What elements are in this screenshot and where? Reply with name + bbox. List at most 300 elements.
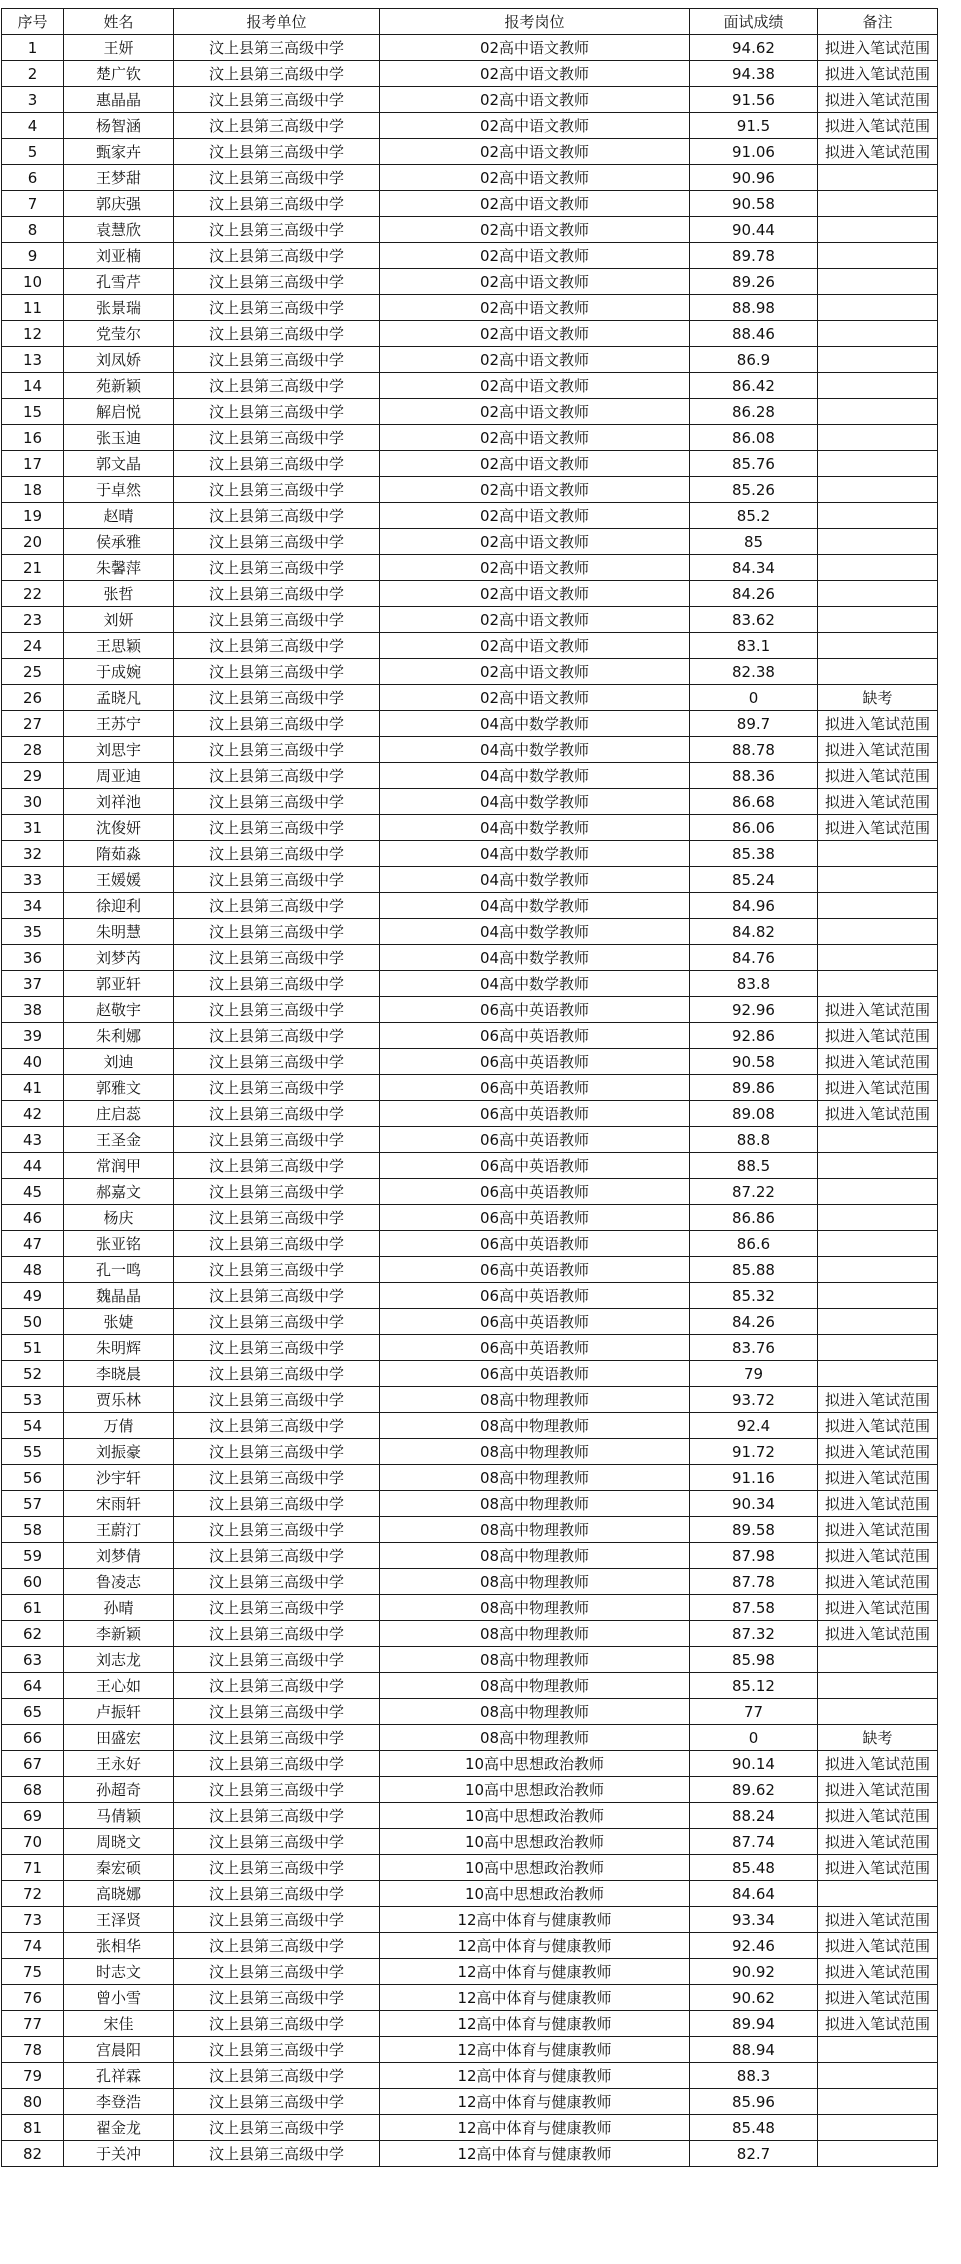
cell-unit: 汶上县第三高级中学 — [174, 1569, 380, 1595]
cell-name: 党莹尔 — [64, 321, 174, 347]
cell-unit: 汶上县第三高级中学 — [174, 321, 380, 347]
cell-index: 50 — [2, 1309, 64, 1335]
cell-unit: 汶上县第三高级中学 — [174, 1647, 380, 1673]
cell-score: 86.6 — [690, 1231, 818, 1257]
cell-remark: 拟进入笔试范围 — [818, 1517, 938, 1543]
cell-score: 91.72 — [690, 1439, 818, 1465]
cell-remark — [818, 503, 938, 529]
cell-position: 04高中数学教师 — [380, 971, 690, 997]
cell-name: 朱馨萍 — [64, 555, 174, 581]
table-row — [2, 2141, 938, 2167]
cell-unit: 汶上县第三高级中学 — [174, 867, 380, 893]
cell-index: 41 — [2, 1075, 64, 1101]
cell-remark: 拟进入笔试范围 — [818, 1049, 938, 1075]
cell-score: 89.7 — [690, 711, 818, 737]
table-row — [2, 217, 938, 243]
cell-index: 10 — [2, 269, 64, 295]
cell-position: 10高中思想政治教师 — [380, 1829, 690, 1855]
cell-unit: 汶上县第三高级中学 — [174, 1465, 380, 1491]
cell-name: 惠晶晶 — [64, 87, 174, 113]
cell-position: 06高中英语教师 — [380, 1335, 690, 1361]
cell-remark: 拟进入笔试范围 — [818, 1595, 938, 1621]
cell-remark — [818, 2141, 938, 2167]
table-row — [2, 1699, 938, 1725]
cell-score: 90.14 — [690, 1751, 818, 1777]
cell-score: 92.86 — [690, 1023, 818, 1049]
cell-score: 88.24 — [690, 1803, 818, 1829]
cell-remark — [818, 2089, 938, 2115]
cell-unit: 汶上县第三高级中学 — [174, 1933, 380, 1959]
table-row — [2, 607, 938, 633]
cell-unit: 汶上县第三高级中学 — [174, 1621, 380, 1647]
cell-position: 12高中体育与健康教师 — [380, 1933, 690, 1959]
table-row — [2, 1621, 938, 1647]
cell-unit: 汶上县第三高级中学 — [174, 451, 380, 477]
cell-remark — [818, 191, 938, 217]
cell-index: 51 — [2, 1335, 64, 1361]
cell-remark — [818, 1127, 938, 1153]
cell-score: 86.28 — [690, 399, 818, 425]
cell-position: 12高中体育与健康教师 — [380, 2089, 690, 2115]
cell-index: 40 — [2, 1049, 64, 1075]
cell-index: 54 — [2, 1413, 64, 1439]
cell-score: 86.68 — [690, 789, 818, 815]
cell-position: 02高中语文教师 — [380, 243, 690, 269]
cell-position: 10高中思想政治教师 — [380, 1803, 690, 1829]
table-row — [2, 737, 938, 763]
cell-name: 万倩 — [64, 1413, 174, 1439]
cell-score: 89.26 — [690, 269, 818, 295]
table-row — [2, 867, 938, 893]
cell-name: 孔雪芹 — [64, 269, 174, 295]
cell-index: 58 — [2, 1517, 64, 1543]
cell-score: 88.94 — [690, 2037, 818, 2063]
cell-position: 06高中英语教师 — [380, 1101, 690, 1127]
cell-index: 16 — [2, 425, 64, 451]
cell-position: 02高中语文教师 — [380, 373, 690, 399]
cell-name: 宋雨轩 — [64, 1491, 174, 1517]
table-row — [2, 1803, 938, 1829]
cell-index: 72 — [2, 1881, 64, 1907]
cell-unit: 汶上县第三高级中学 — [174, 1179, 380, 1205]
table-row — [2, 1933, 938, 1959]
cell-index: 23 — [2, 607, 64, 633]
table-row — [2, 347, 938, 373]
cell-score: 85.76 — [690, 451, 818, 477]
cell-name: 朱明慧 — [64, 919, 174, 945]
cell-remark: 拟进入笔试范围 — [818, 1023, 938, 1049]
cell-unit: 汶上县第三高级中学 — [174, 1309, 380, 1335]
table-row — [2, 1855, 938, 1881]
cell-position: 06高中英语教师 — [380, 1153, 690, 1179]
cell-unit: 汶上县第三高级中学 — [174, 1387, 380, 1413]
table-row — [2, 1023, 938, 1049]
cell-position: 08高中物理教师 — [380, 1595, 690, 1621]
cell-index: 53 — [2, 1387, 64, 1413]
table-row — [2, 2037, 938, 2063]
cell-name: 刘迪 — [64, 1049, 174, 1075]
table-row — [2, 1907, 938, 1933]
cell-position: 08高中物理教师 — [380, 1517, 690, 1543]
cell-index: 82 — [2, 2141, 64, 2167]
cell-position: 02高中语文教师 — [380, 191, 690, 217]
cell-index: 15 — [2, 399, 64, 425]
results-table — [1, 8, 938, 2167]
table-row — [2, 1387, 938, 1413]
cell-score: 88.8 — [690, 1127, 818, 1153]
cell-position: 04高中数学教师 — [380, 815, 690, 841]
cell-position: 02高中语文教师 — [380, 347, 690, 373]
cell-score: 85.32 — [690, 1283, 818, 1309]
cell-unit: 汶上县第三高级中学 — [174, 1257, 380, 1283]
cell-unit: 汶上县第三高级中学 — [174, 1101, 380, 1127]
table-row — [2, 165, 938, 191]
cell-index: 56 — [2, 1465, 64, 1491]
col-header-unit: 报考单位 — [174, 9, 380, 35]
cell-position: 08高中物理教师 — [380, 1725, 690, 1751]
cell-remark — [818, 633, 938, 659]
cell-remark: 拟进入笔试范围 — [818, 2011, 938, 2037]
cell-score: 87.74 — [690, 1829, 818, 1855]
cell-remark — [818, 945, 938, 971]
cell-unit: 汶上县第三高级中学 — [174, 529, 380, 555]
table-row — [2, 1881, 938, 1907]
cell-remark — [818, 1673, 938, 1699]
cell-name: 赵敬宇 — [64, 997, 174, 1023]
cell-remark: 拟进入笔试范围 — [818, 1803, 938, 1829]
cell-remark — [818, 269, 938, 295]
cell-position: 02高中语文教师 — [380, 113, 690, 139]
cell-score: 84.26 — [690, 1309, 818, 1335]
cell-index: 45 — [2, 1179, 64, 1205]
table-row — [2, 1777, 938, 1803]
cell-index: 68 — [2, 1777, 64, 1803]
cell-position: 12高中体育与健康教师 — [380, 2141, 690, 2167]
cell-unit: 汶上县第三高级中学 — [174, 971, 380, 997]
cell-score: 87.32 — [690, 1621, 818, 1647]
cell-remark — [818, 607, 938, 633]
cell-unit: 汶上县第三高级中学 — [174, 191, 380, 217]
cell-position: 02高中语文教师 — [380, 399, 690, 425]
cell-index: 13 — [2, 347, 64, 373]
cell-index: 67 — [2, 1751, 64, 1777]
cell-index: 48 — [2, 1257, 64, 1283]
cell-score: 91.56 — [690, 87, 818, 113]
cell-index: 29 — [2, 763, 64, 789]
cell-index: 24 — [2, 633, 64, 659]
table-row — [2, 893, 938, 919]
cell-index: 61 — [2, 1595, 64, 1621]
cell-name: 贾乐林 — [64, 1387, 174, 1413]
cell-unit: 汶上县第三高级中学 — [174, 1829, 380, 1855]
cell-index: 20 — [2, 529, 64, 555]
cell-unit: 汶上县第三高级中学 — [174, 2011, 380, 2037]
cell-index: 46 — [2, 1205, 64, 1231]
cell-remark — [818, 1647, 938, 1673]
cell-name: 张相华 — [64, 1933, 174, 1959]
table-row — [2, 373, 938, 399]
cell-score: 86.9 — [690, 347, 818, 373]
cell-unit: 汶上县第三高级中学 — [174, 841, 380, 867]
cell-unit: 汶上县第三高级中学 — [174, 1205, 380, 1231]
cell-index: 74 — [2, 1933, 64, 1959]
cell-score: 84.82 — [690, 919, 818, 945]
cell-index: 47 — [2, 1231, 64, 1257]
cell-score: 94.38 — [690, 61, 818, 87]
cell-remark: 拟进入笔试范围 — [818, 61, 938, 87]
cell-unit: 汶上县第三高级中学 — [174, 1361, 380, 1387]
table-row — [2, 997, 938, 1023]
cell-unit: 汶上县第三高级中学 — [174, 1699, 380, 1725]
cell-name: 孙超奇 — [64, 1777, 174, 1803]
cell-remark: 拟进入笔试范围 — [818, 139, 938, 165]
cell-position: 08高中物理教师 — [380, 1465, 690, 1491]
cell-remark — [818, 1231, 938, 1257]
cell-name: 隋茹淼 — [64, 841, 174, 867]
cell-name: 杨庆 — [64, 1205, 174, 1231]
cell-index: 6 — [2, 165, 64, 191]
cell-remark: 拟进入笔试范围 — [818, 1439, 938, 1465]
cell-unit: 汶上县第三高级中学 — [174, 243, 380, 269]
cell-index: 3 — [2, 87, 64, 113]
cell-position: 04高中数学教师 — [380, 919, 690, 945]
cell-position: 04高中数学教师 — [380, 737, 690, 763]
cell-position: 06高中英语教师 — [380, 1231, 690, 1257]
cell-remark — [818, 295, 938, 321]
table-row — [2, 399, 938, 425]
cell-index: 1 — [2, 35, 64, 61]
table-row — [2, 1205, 938, 1231]
cell-unit: 汶上县第三高级中学 — [174, 1855, 380, 1881]
cell-index: 57 — [2, 1491, 64, 1517]
cell-index: 75 — [2, 1959, 64, 1985]
table-row — [2, 243, 938, 269]
table-row — [2, 711, 938, 737]
cell-unit: 汶上县第三高级中学 — [174, 503, 380, 529]
cell-unit: 汶上县第三高级中学 — [174, 1439, 380, 1465]
table-row — [2, 1595, 938, 1621]
cell-name: 侯承雅 — [64, 529, 174, 555]
cell-remark — [818, 581, 938, 607]
cell-index: 5 — [2, 139, 64, 165]
table-row — [2, 295, 938, 321]
cell-remark: 拟进入笔试范围 — [818, 737, 938, 763]
cell-position: 02高中语文教师 — [380, 633, 690, 659]
table-row — [2, 1829, 938, 1855]
table-row — [2, 789, 938, 815]
cell-unit: 汶上县第三高级中学 — [174, 399, 380, 425]
cell-position: 06高中英语教师 — [380, 1049, 690, 1075]
cell-position: 08高中物理教师 — [380, 1673, 690, 1699]
cell-name: 孔祥霖 — [64, 2063, 174, 2089]
cell-remark — [818, 1179, 938, 1205]
table-row — [2, 971, 938, 997]
table-row — [2, 61, 938, 87]
cell-score: 86.86 — [690, 1205, 818, 1231]
cell-score: 83.62 — [690, 607, 818, 633]
cell-unit: 汶上县第三高级中学 — [174, 1517, 380, 1543]
cell-position: 02高中语文教师 — [380, 87, 690, 113]
table-row — [2, 1257, 938, 1283]
cell-unit: 汶上县第三高级中学 — [174, 1595, 380, 1621]
cell-position: 02高中语文教师 — [380, 425, 690, 451]
cell-name: 刘振豪 — [64, 1439, 174, 1465]
cell-remark — [818, 1257, 938, 1283]
table-row — [2, 1127, 938, 1153]
cell-name: 沈俊妍 — [64, 815, 174, 841]
cell-score: 92.4 — [690, 1413, 818, 1439]
table-row — [2, 35, 938, 61]
table-row — [2, 529, 938, 555]
table-row — [2, 633, 938, 659]
cell-position: 08高中物理教师 — [380, 1699, 690, 1725]
cell-index: 14 — [2, 373, 64, 399]
cell-score: 90.96 — [690, 165, 818, 191]
cell-position: 08高中物理教师 — [380, 1543, 690, 1569]
cell-position: 02高中语文教师 — [380, 165, 690, 191]
table-row — [2, 1569, 938, 1595]
cell-remark: 拟进入笔试范围 — [818, 1387, 938, 1413]
cell-unit: 汶上县第三高级中学 — [174, 1673, 380, 1699]
table-row — [2, 1465, 938, 1491]
table-row — [2, 269, 938, 295]
cell-score: 88.98 — [690, 295, 818, 321]
cell-position: 02高中语文教师 — [380, 659, 690, 685]
cell-unit: 汶上县第三高级中学 — [174, 217, 380, 243]
cell-index: 52 — [2, 1361, 64, 1387]
cell-unit: 汶上县第三高级中学 — [174, 1231, 380, 1257]
cell-score: 83.8 — [690, 971, 818, 997]
cell-remark: 拟进入笔试范围 — [818, 1413, 938, 1439]
cell-index: 22 — [2, 581, 64, 607]
cell-index: 71 — [2, 1855, 64, 1881]
cell-index: 21 — [2, 555, 64, 581]
cell-name: 解启悦 — [64, 399, 174, 425]
cell-position: 02高中语文教师 — [380, 503, 690, 529]
cell-remark: 拟进入笔试范围 — [818, 1959, 938, 1985]
cell-unit: 汶上县第三高级中学 — [174, 61, 380, 87]
cell-remark: 拟进入笔试范围 — [818, 815, 938, 841]
cell-unit: 汶上县第三高级中学 — [174, 1881, 380, 1907]
cell-name: 鲁凌志 — [64, 1569, 174, 1595]
cell-name: 郝嘉文 — [64, 1179, 174, 1205]
cell-unit: 汶上县第三高级中学 — [174, 1335, 380, 1361]
cell-remark — [818, 2037, 938, 2063]
cell-unit: 汶上县第三高级中学 — [174, 1283, 380, 1309]
table-row — [2, 815, 938, 841]
cell-name: 孔一鸣 — [64, 1257, 174, 1283]
cell-name: 于成婉 — [64, 659, 174, 685]
cell-score: 89.86 — [690, 1075, 818, 1101]
cell-name: 郭雅文 — [64, 1075, 174, 1101]
cell-name: 高晓娜 — [64, 1881, 174, 1907]
cell-score: 85.24 — [690, 867, 818, 893]
cell-remark: 拟进入笔试范围 — [818, 1777, 938, 1803]
cell-index: 32 — [2, 841, 64, 867]
cell-position: 10高中思想政治教师 — [380, 1751, 690, 1777]
cell-score: 86.42 — [690, 373, 818, 399]
cell-remark — [818, 2115, 938, 2141]
cell-remark — [818, 1153, 938, 1179]
cell-name: 秦宏硕 — [64, 1855, 174, 1881]
cell-name: 王心如 — [64, 1673, 174, 1699]
cell-index: 62 — [2, 1621, 64, 1647]
cell-remark: 拟进入笔试范围 — [818, 1491, 938, 1517]
cell-unit: 汶上县第三高级中学 — [174, 711, 380, 737]
cell-score: 90.62 — [690, 1985, 818, 2011]
cell-name: 于卓然 — [64, 477, 174, 503]
table-row — [2, 503, 938, 529]
cell-score: 77 — [690, 1699, 818, 1725]
table-row — [2, 1413, 938, 1439]
cell-position: 02高中语文教师 — [380, 685, 690, 711]
cell-score: 87.22 — [690, 1179, 818, 1205]
cell-name: 李新颖 — [64, 1621, 174, 1647]
cell-unit: 汶上县第三高级中学 — [174, 35, 380, 61]
cell-index: 80 — [2, 2089, 64, 2115]
table-row — [2, 1647, 938, 1673]
cell-remark — [818, 217, 938, 243]
cell-name: 苑新颖 — [64, 373, 174, 399]
cell-remark: 拟进入笔试范围 — [818, 1569, 938, 1595]
table-row — [2, 139, 938, 165]
cell-remark: 拟进入笔试范围 — [818, 1855, 938, 1881]
cell-position: 08高中物理教师 — [380, 1439, 690, 1465]
cell-score: 91.5 — [690, 113, 818, 139]
cell-name: 孙晴 — [64, 1595, 174, 1621]
cell-score: 85.48 — [690, 2115, 818, 2141]
cell-remark — [818, 919, 938, 945]
cell-name: 李登浩 — [64, 2089, 174, 2115]
cell-score: 90.58 — [690, 191, 818, 217]
cell-position: 06高中英语教师 — [380, 1361, 690, 1387]
cell-score: 0 — [690, 1725, 818, 1751]
cell-unit: 汶上县第三高级中学 — [174, 1049, 380, 1075]
table-row — [2, 2063, 938, 2089]
cell-unit: 汶上县第三高级中学 — [174, 1907, 380, 1933]
cell-position: 10高中思想政治教师 — [380, 1855, 690, 1881]
cell-unit: 汶上县第三高级中学 — [174, 1127, 380, 1153]
cell-unit: 汶上县第三高级中学 — [174, 2089, 380, 2115]
cell-name: 郭亚轩 — [64, 971, 174, 997]
cell-remark: 拟进入笔试范围 — [818, 35, 938, 61]
cell-position: 02高中语文教师 — [380, 321, 690, 347]
cell-remark — [818, 1335, 938, 1361]
cell-name: 周晓文 — [64, 1829, 174, 1855]
table-row — [2, 555, 938, 581]
cell-remark — [818, 399, 938, 425]
cell-index: 76 — [2, 1985, 64, 2011]
cell-name: 王蔚汀 — [64, 1517, 174, 1543]
cell-unit: 汶上县第三高级中学 — [174, 581, 380, 607]
table-row — [2, 113, 938, 139]
cell-index: 37 — [2, 971, 64, 997]
cell-score: 90.44 — [690, 217, 818, 243]
cell-name: 张玉迪 — [64, 425, 174, 451]
cell-score: 89.58 — [690, 1517, 818, 1543]
cell-position: 02高中语文教师 — [380, 35, 690, 61]
cell-score: 89.78 — [690, 243, 818, 269]
cell-score: 85.2 — [690, 503, 818, 529]
cell-position: 04高中数学教师 — [380, 893, 690, 919]
cell-score: 82.38 — [690, 659, 818, 685]
table-row — [2, 2115, 938, 2141]
cell-unit: 汶上县第三高级中学 — [174, 139, 380, 165]
table-row — [2, 1959, 938, 1985]
cell-unit: 汶上县第三高级中学 — [174, 2115, 380, 2141]
cell-score: 89.94 — [690, 2011, 818, 2037]
table-row — [2, 1725, 938, 1751]
